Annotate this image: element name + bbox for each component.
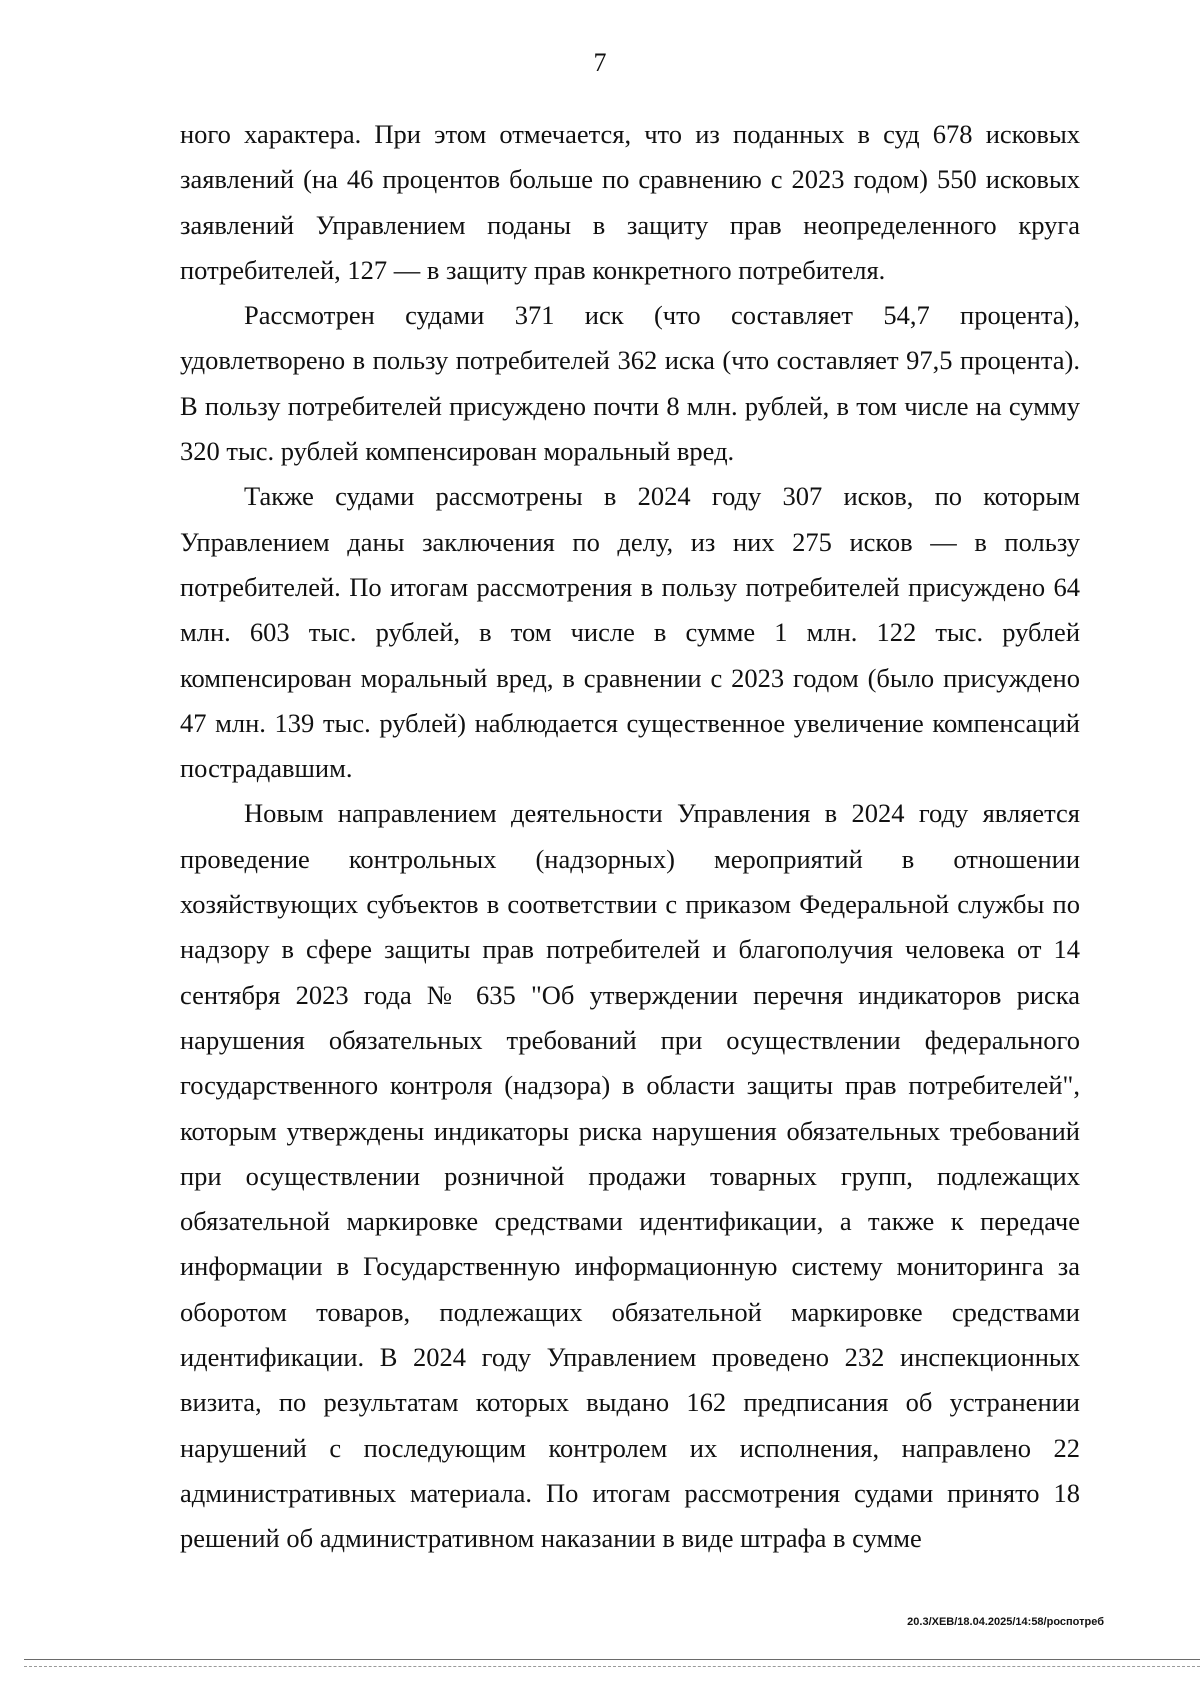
document-body <box>180 112 1080 1562</box>
page-number: 7 <box>593 48 607 77</box>
page-bottom-rule-secondary <box>24 1666 1200 1667</box>
paragraph-new-direction: Новым направлением деятельности Управления в 2024 году является проведение контрольных (надзорных) мероприятий в отношении хозяйствующих субъектов в соответствии с приказом Федеральной службы по надзору в сфере защиты прав потребителей и благополучия человека от 14 сентября 2023 года № 635 "Об утверждении перечня индикаторов риска нарушения обязательных требований при осуществлении федерального государственного контроля (надзора) в области защиты прав потребителей", которым утверждены индикаторы риска нарушения обязательных требований при осуществлении розничной продажи товарных групп, подлежащих обязательной маркировке средствами идентификации, а также к передаче информации в Государственную информационную систему мониторинга за оборотом товаров, подлежащих обязательной маркировке средствами идентификации. В 2024 году Управлением проведено 232 инспекционных визита, по результатам которых выдано 162 предписания об устранении нарушений с последующим контролем их исполнения, направлено 22 административных материала. По итогам рассмотрения судами принято 18 решений об административном наказании в виде штрафа в сумме <box>180 798 1080 1554</box>
paragraph-continuation: ного характера. При этом отмечается, что из поданных в суд 678 исковых заявлений (на 46 процентов больше по сравнению с 2023 годом) 550 исковых заявлений Управлением поданы в защиту прав неопределенного круга потребителей, 127 — в защиту прав конкретного потребителя. <box>180 119 1080 285</box>
document-footer-code: 20.3/ХЕВ/18.04.2025/14:58/роспотреб <box>907 1616 1104 1628</box>
page-bottom-rule <box>24 1659 1200 1660</box>
paragraph-court-cases: Рассмотрен судами 371 иск (что составляет 54,7 процента), удовлетворено в пользу потребителей 362 иска (что составляет 97,5 процента). В пользу потребителей присуждено почти 8 млн. рублей, в том числе на сумму 320 тыс. рублей компенсирован моральный вред. <box>180 300 1080 467</box>
paragraph-conclusions: Также судами рассмотрены в 2024 году 307 исков, по которым Управлением даны заключения по делу, из них 275 исков — в пользу потребителей. По итогам рассмотрения в пользу потребителей присуждено 64 млн. 603 тыс. рублей, в том числе в сумме 1 млн. 122 тыс. рублей компенсирован моральный вред, в сравнении с 2023 годом (было присуждено 47 млн. 139 тыс. рублей) наблюдается существенное увеличение компенсаций пострадавшим. <box>180 481 1080 784</box>
